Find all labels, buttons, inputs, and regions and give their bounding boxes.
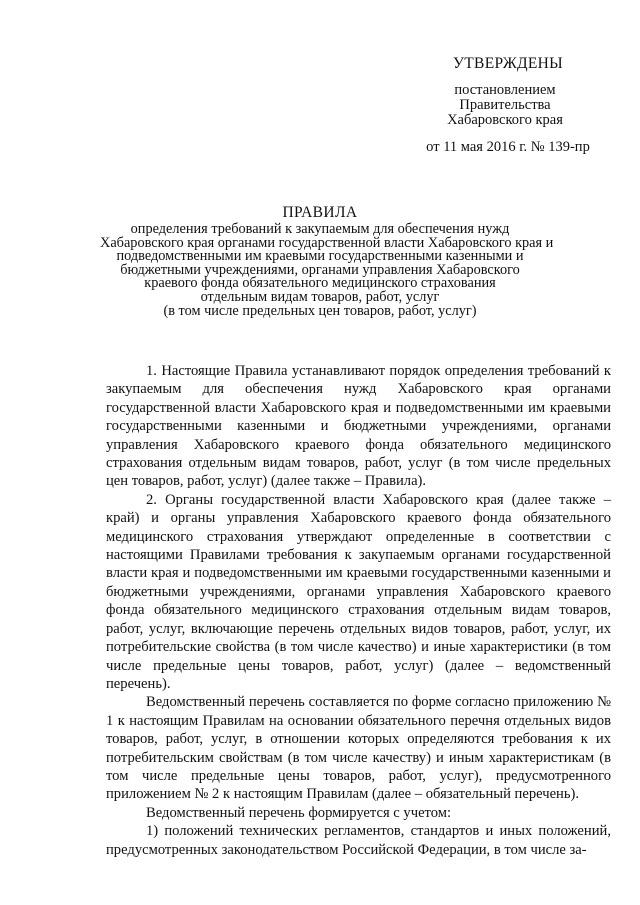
subtitle-line: краевого фонда обязательного медицинского страхования (144, 275, 496, 292)
body-paragraph: Ведомственный перечень формируется с учетом: (146, 804, 452, 821)
subtitle-line: определения требований к закупаемым для обеспечения нужд (130, 221, 510, 237)
subtitle-line: подведомственными им краевыми государственными казенными и (116, 248, 524, 265)
subtitle-line: Хабаровского края органами государственной власти Хабаровского края и (100, 234, 554, 251)
body-paragraph: 1) положений технических регламентов, стандартов и иных положений, предусмотренных законодательством Российской Федерации, в том числе за- (106, 823, 611, 858)
document-title: ПРАВИЛА (282, 204, 358, 221)
approval-date: от 11 мая 2016 г. № 139-пр (426, 139, 590, 155)
document-subtitle (100, 221, 554, 319)
approval-title: УТВЕРЖДЕНЫ (453, 55, 563, 72)
subtitle-line: отдельным видам товаров, работ, услуг (200, 288, 440, 305)
body-paragraph: Ведомственный перечень составляется по форме согласно приложению № 1 к настоящим Правилам на основании обязательного перечня отдельных видов товаров, работ, услуг, в отношении которых определяются требования к их потребительским свойствам (в том числе качеству) и иным характеристикам (в том числе предельные цены товаров, работ, услуг), предусмотренного приложением № 2 к настоящим Правилам (далее – обязательный перечень). (106, 694, 611, 803)
body-paragraph: 1. Настоящие Правила устанавливают порядок определения требований к закупаемым для обеспечения нужд Хабаровского края органами государственной власти Хабаровского края и подведомственными им краевыми государственными казенными и бюджетными учреждениями, органами управления Хабаровского краевого фонда обязательного медицинского страхования отдельным видам товаров, работ, услуг (в том числе предельных цен товаров, работ, услуг) (далее также – Правила). (106, 363, 611, 490)
approval-block (400, 56, 610, 155)
approval-line: Хабаровского края (447, 112, 563, 128)
approval-line: постановлением (454, 82, 556, 98)
body-paragraph: 2. Органы государственной власти Хабаровского края (далее также – край) и органы управления Хабаровского краевого фонда обязательного медицинского страхования утверждают определенные в соответствии с настоящими Правилами требования к закупаемым органами государственной власти края и подведомственными им краевыми государственными казенными и бюджетными учреждениями, органами управления Хабаровского краевого фонда обязательного медицинского страхования отдельным видам товаров, работ, услуг, включающие перечень отдельных видов товаров, работ, услуг, их потребительские свойства (в том числе качество) и иные характеристики (в том числе предельные цены товаров, работ, услуг) (далее – ведомственный перечень). (106, 491, 611, 692)
subtitle-line: (в том числе предельных цен товаров, работ, услуг) (163, 302, 477, 319)
approval-line: Правительства (459, 97, 551, 113)
document-body (106, 362, 611, 859)
subtitle-line: бюджетными учреждениями, органами управления Хабаровского (120, 261, 520, 278)
